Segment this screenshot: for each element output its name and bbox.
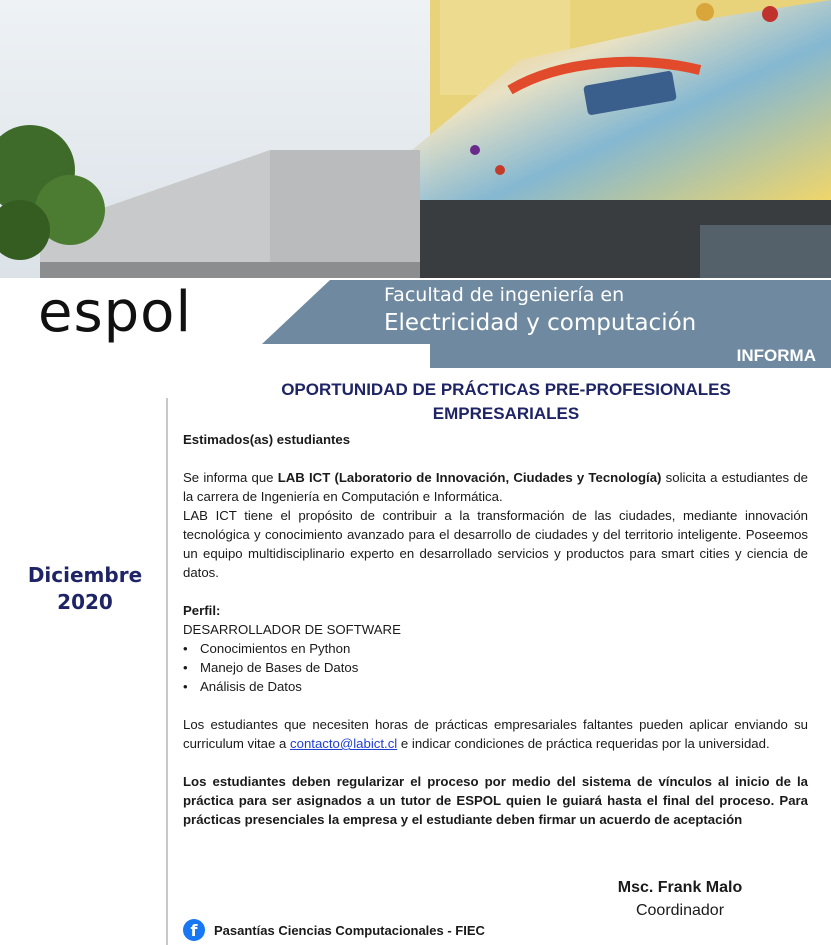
- purpose-paragraph: LAB ICT tiene el propósito de contribuir a la transformación de las ciudades, mediante innovación tecnológica y conocimiento avanzado para el desarrollo de ciudades y del territorio inteligente. Poseemos un equipo multidisciplinario experto en desarrollado servicios y productos para smart cities y ciencia de datos.: [183, 508, 808, 580]
- signature-name: Msc. Frank Malo: [617, 879, 743, 896]
- intro-paragraph: [183, 468, 808, 506]
- informa-label: INFORMA: [736, 346, 816, 365]
- profile-label: Perfil:: [183, 603, 221, 618]
- title-line-2: EMPRESARIALES: [432, 404, 580, 423]
- skills-list: [183, 639, 808, 696]
- banner-photo: [0, 0, 831, 280]
- column-divider: [166, 398, 168, 945]
- facebook-footer[interactable]: [183, 918, 485, 942]
- profile-role: DESARROLLADOR DE SOFTWARE: [183, 622, 401, 637]
- greeting: Estimados(as) estudiantes: [183, 432, 351, 447]
- contact-email-link[interactable]: contacto@labict.cl: [290, 736, 398, 751]
- intro-pre: Se informa que: [183, 470, 278, 485]
- date-month: Diciembre: [27, 563, 143, 587]
- announcement-title: [220, 378, 792, 426]
- skill-item: • Conocimientos en Python: [183, 639, 808, 658]
- company-name: LAB ICT (Laboratorio de Innovación, Ciudades y Tecnología): [277, 470, 662, 485]
- faculty-line-1: Facultad de ingeniería en: [384, 284, 625, 306]
- espol-logo: espol: [38, 280, 192, 345]
- apply-paragraph: [183, 715, 808, 753]
- skill-item: • Manejo de Bases de Datos: [183, 658, 808, 677]
- title-line-1: OPORTUNIDAD DE PRÁCTICAS PRE-PROFESIONALES: [281, 380, 731, 399]
- faculty-line-2: Electricidad y computación: [384, 310, 697, 336]
- facebook-page-name[interactable]: Pasantías Ciencias Computacionales - FIEC: [214, 922, 485, 938]
- announcement-body: [183, 430, 808, 829]
- apply-pre: Los estudiantes que necesiten horas de prácticas empresariales faltantes pueden aplicar enviando su curriculum vitae a: [183, 717, 808, 751]
- facebook-icon[interactable]: f: [183, 919, 205, 941]
- date-year: 2020: [57, 590, 113, 614]
- intro-post: solicita a estudiantes de la carrera de Ingeniería en Computación e Informática.: [183, 470, 808, 504]
- date-block: [20, 562, 150, 616]
- apply-post: e indicar condiciones de práctica requeridas por la universidad.: [397, 736, 770, 751]
- skill-item: • Análisis de Datos: [183, 677, 808, 696]
- signature-role: Coordinador: [635, 902, 725, 919]
- notice-paragraph: Los estudiantes deben regularizar el proceso por medio del sistema de vínculos al inicio de la práctica para ser asignados a un tutor de ESPOL quien le guiará hasta el final del proceso. Para prácticas presenciales la empresa y el estudiante deben firmar un acuerdo de aceptación: [183, 774, 808, 827]
